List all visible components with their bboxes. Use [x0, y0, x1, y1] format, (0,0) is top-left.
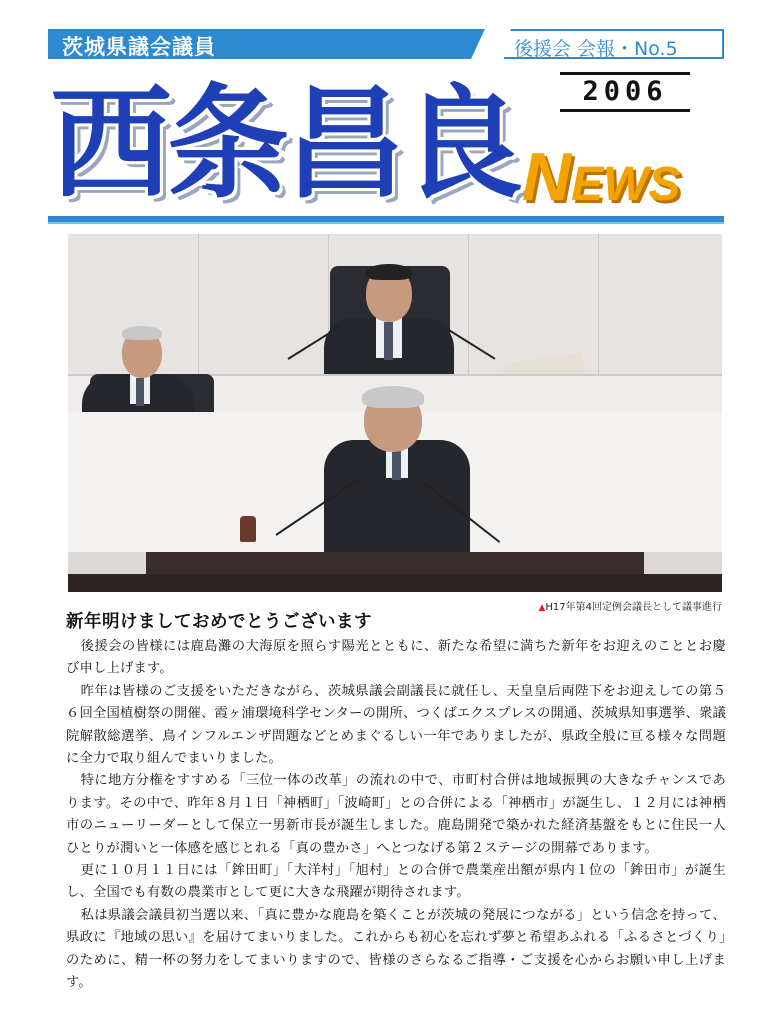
- article-paragraph: 後援会の皆様には鹿島灘の大海原を照らす陽光とともに、新たな希望に満ちた新年をお迎えのこととお慶び申し上げます。: [66, 639, 726, 677]
- article-paragraph: 私は県議会議員初当選以来、「真に豊かな鹿島を築くことが茨城の発展につながる」という信念を持って、県政に『地域の思い』を届けてまいりました。これからも初心を忘れず夢と希望あふれる「ふるさとづくり」のために、精一杯の努力をしてまいりますので、皆様のさらなるご指導・ご支援を心からお願い申し上げます。: [66, 907, 726, 991]
- masthead-name: 西条昌良: [50, 71, 518, 215]
- photo-caption-text: H17年第4回定例会議長として議事進行: [545, 602, 722, 613]
- news-logo: [522, 138, 722, 215]
- article-paragraph: 特に地方分権をすすめる「三位一体の改革」の流れの中で、市町村合併は地域振興の大きなチャンスであります。その中で、昨年８月１日「神栖町」「波崎町」との合併による「神栖市」が誕生し、１２月には神栖市のニューリーダーとして保立一男新市長が誕生しました。鹿島開発で築かれた経済基盤をもとに住民一人ひとりが潤いと一体感を感じとれる「真の豊かさ」へとつなげる第２ステージの開幕であります。: [66, 773, 726, 856]
- masthead-banner: [48, 29, 496, 59]
- article-paragraph: 更に１０月１１日には「鉾田町」「大洋村」「旭村」との合併で農業産出額が県内１位の「鉾田市」が誕生し、全国でも有数の農業市として更に大きな飛躍が期待されます。: [66, 863, 726, 901]
- news-logo-initial: N: [522, 139, 572, 215]
- news-logo-rest: EWS: [571, 158, 681, 211]
- lectern-speaker-hair: [362, 386, 424, 408]
- photo-caption: [490, 598, 722, 613]
- speaker-tie: [384, 322, 393, 360]
- left-official-tie: [136, 378, 144, 406]
- newsletter-label-box: [504, 29, 724, 59]
- gavel-bell: [240, 516, 256, 542]
- banner-title: 茨城県議会議員: [62, 35, 216, 59]
- newsletter-label: 後援会 会報・No.5: [514, 38, 678, 60]
- lectern-base: [68, 574, 722, 592]
- issue-year: 2006: [560, 72, 690, 112]
- assembly-photo: [68, 234, 722, 592]
- article-body: [66, 636, 726, 995]
- speaker-hair: [366, 264, 412, 280]
- article-paragraph: 昨年は皆様のご支援をいただきながら、茨城県議会副議長に就任し、天皇皇后両陛下をお迎えしての第５６回全国植樹祭の開催、霞ヶ浦環境科学センターの開所、つくばエクスプレスの開通、茨城県知事選挙、衆議院解散総選挙、鳥インフルエンザ問題などとめまぐるしい一年でありましたが、県政全般に亘る様々な問題に全力で取り組んでまいりました。: [66, 683, 726, 767]
- masthead-rule: [48, 216, 724, 224]
- left-official-hair: [122, 326, 162, 340]
- caption-marker-icon: ▲: [538, 603, 546, 613]
- lectern: [146, 552, 644, 574]
- lectern-speaker-tie: [392, 450, 401, 480]
- article-headline: 新年明けましておめでとうございます: [66, 612, 372, 632]
